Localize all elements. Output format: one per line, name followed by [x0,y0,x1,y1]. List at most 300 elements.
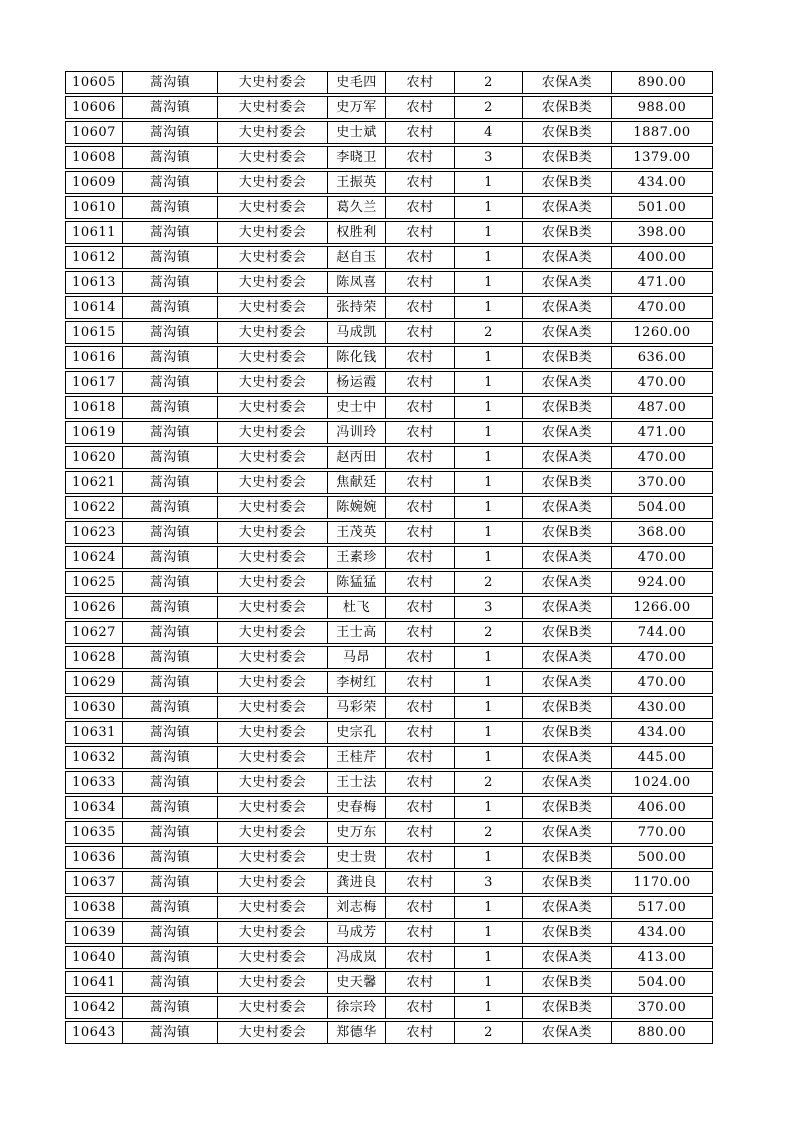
table-row [65,346,713,369]
cell-serial-number: 10609 [72,175,116,190]
cell-town: 蒿沟镇 [122,197,217,218]
cell-village-committee: 大史村委会 [217,522,327,543]
cell-village-committee: 大史村委会 [217,472,327,493]
cell-person-count: 1 [454,272,522,293]
cell-insurance-category: 农保A类 [522,647,611,668]
cell-insurance-category: 农保A类 [522,72,611,93]
cell-amount: 487.00 [611,397,712,418]
cell-person-name: 王素珍 [327,547,385,568]
cell-village-committee: 大史村委会 [217,772,327,793]
cell-town: 蒿沟镇 [122,947,217,968]
cell-village-committee: 大史村委会 [217,397,327,418]
cell-serial-number: 10608 [72,150,116,165]
cell-serial-number: 10642 [72,1000,116,1015]
cell-person-name: 杨运霞 [327,372,385,393]
cell-serial-number: 10621 [72,475,116,490]
table-row [65,771,713,794]
cell-village-committee: 大史村委会 [217,297,327,318]
cell-town: 蒿沟镇 [122,397,217,418]
table-row [65,246,713,269]
cell-person-count: 2 [454,572,522,593]
cell-amount: 880.00 [611,1022,712,1043]
cell-serial-number: 10616 [72,350,116,365]
cell-amount: 504.00 [611,972,712,993]
cell-person-count: 4 [454,122,522,143]
cell-insurance-category: 农保A类 [522,947,611,968]
cell-town: 蒿沟镇 [122,122,217,143]
cell-town: 蒿沟镇 [122,447,217,468]
cell-household-type: 农村 [385,147,454,168]
cell-household-type: 农村 [385,647,454,668]
cell-person-name: 史万军 [327,97,385,118]
cell-insurance-category: 农保B类 [522,872,611,893]
cell-person-count: 1 [454,372,522,393]
cell-village-committee: 大史村委会 [217,822,327,843]
cell-household-type: 农村 [385,472,454,493]
cell-town: 蒿沟镇 [122,1022,217,1043]
cell-household-type: 农村 [385,747,454,768]
cell-insurance-category: 农保A类 [522,422,611,443]
cell-serial-number: 10624 [72,550,116,565]
cell-village-committee: 大史村委会 [217,922,327,943]
cell-serial-number: 10613 [72,275,116,290]
table-row [65,371,713,394]
cell-village-committee: 大史村委会 [217,872,327,893]
cell-household-type: 农村 [385,572,454,593]
cell-insurance-category: 农保B类 [522,847,611,868]
cell-person-count: 3 [454,147,522,168]
cell-household-type: 农村 [385,297,454,318]
cell-insurance-category: 农保A类 [522,497,611,518]
cell-amount: 1260.00 [611,322,712,343]
table-row [65,221,713,244]
cell-village-committee: 大史村委会 [217,97,327,118]
cell-household-type: 农村 [385,97,454,118]
cell-village-committee: 大史村委会 [217,147,327,168]
cell-person-name: 徐宗玲 [327,997,385,1018]
cell-serial-number: 10620 [72,450,116,465]
cell-household-type: 农村 [385,522,454,543]
table-row [65,71,713,94]
cell-serial-number: 10633 [72,775,116,790]
cell-amount: 434.00 [611,722,712,743]
table-row [65,271,713,294]
cell-serial-number: 10625 [72,575,116,590]
cell-insurance-category: 农保B类 [522,97,611,118]
cell-amount: 470.00 [611,547,712,568]
cell-village-committee: 大史村委会 [217,447,327,468]
cell-person-name: 陈化钱 [327,347,385,368]
cell-serial-number: 10611 [72,225,116,240]
table-row [65,946,713,969]
cell-person-count: 1 [454,997,522,1018]
cell-town: 蒿沟镇 [122,797,217,818]
cell-serial-number: 10626 [72,600,116,615]
cell-serial-number: 10627 [72,625,116,640]
cell-household-type: 农村 [385,322,454,343]
table-row [65,821,713,844]
cell-insurance-category: 农保A类 [522,197,611,218]
cell-person-count: 2 [454,822,522,843]
cell-household-type: 农村 [385,697,454,718]
cell-amount: 370.00 [611,997,712,1018]
cell-town: 蒿沟镇 [122,872,217,893]
cell-household-type: 农村 [385,447,454,468]
cell-person-count: 1 [454,672,522,693]
cell-amount: 470.00 [611,672,712,693]
cell-serial-number: 10634 [72,800,116,815]
cell-insurance-category: 农保B类 [522,797,611,818]
cell-household-type: 农村 [385,597,454,618]
cell-insurance-category: 农保B类 [522,622,611,643]
cell-serial-number: 10637 [72,875,116,890]
cell-person-name: 杜飞 [327,597,385,618]
cell-person-name: 王振英 [327,172,385,193]
cell-village-committee: 大史村委会 [217,322,327,343]
cell-town: 蒿沟镇 [122,772,217,793]
cell-amount: 470.00 [611,297,712,318]
cell-village-committee: 大史村委会 [217,72,327,93]
cell-amount: 434.00 [611,922,712,943]
cell-village-committee: 大史村委会 [217,647,327,668]
cell-village-committee: 大史村委会 [217,372,327,393]
cell-household-type: 农村 [385,347,454,368]
cell-town: 蒿沟镇 [122,522,217,543]
benefit-roster-table [65,71,713,1046]
table-row [65,471,713,494]
cell-amount: 770.00 [611,822,712,843]
cell-person-name: 葛久兰 [327,197,385,218]
table-row [65,796,713,819]
cell-household-type: 农村 [385,997,454,1018]
cell-person-name: 王士高 [327,622,385,643]
cell-amount: 470.00 [611,372,712,393]
cell-insurance-category: 农保A类 [522,547,611,568]
cell-amount: 504.00 [611,497,712,518]
cell-household-type: 农村 [385,72,454,93]
cell-household-type: 农村 [385,672,454,693]
table-row [65,121,713,144]
table-row [65,171,713,194]
cell-person-name: 焦献廷 [327,472,385,493]
cell-person-count: 2 [454,1022,522,1043]
cell-amount: 370.00 [611,472,712,493]
cell-town: 蒿沟镇 [122,922,217,943]
table-row [65,321,713,344]
cell-insurance-category: 农保A类 [522,372,611,393]
cell-insurance-category: 农保A类 [522,272,611,293]
cell-village-committee: 大史村委会 [217,847,327,868]
table-row [65,846,713,869]
table-row [65,296,713,319]
cell-person-count: 1 [454,797,522,818]
cell-town: 蒿沟镇 [122,697,217,718]
cell-village-committee: 大史村委会 [217,972,327,993]
cell-person-name: 马成凯 [327,322,385,343]
cell-person-count: 1 [454,697,522,718]
cell-town: 蒿沟镇 [122,972,217,993]
table-row [65,446,713,469]
table-row [65,96,713,119]
cell-village-committee: 大史村委会 [217,197,327,218]
cell-town: 蒿沟镇 [122,272,217,293]
cell-serial-number: 10607 [72,125,116,140]
cell-amount: 445.00 [611,747,712,768]
cell-person-name: 刘志梅 [327,897,385,918]
cell-insurance-category: 农保B类 [522,147,611,168]
cell-household-type: 农村 [385,897,454,918]
cell-serial-number: 10635 [72,825,116,840]
cell-town: 蒿沟镇 [122,422,217,443]
cell-amount: 744.00 [611,622,712,643]
cell-town: 蒿沟镇 [122,247,217,268]
cell-person-count: 1 [454,897,522,918]
cell-household-type: 农村 [385,497,454,518]
cell-insurance-category: 农保B类 [522,997,611,1018]
cell-insurance-category: 农保B类 [522,472,611,493]
cell-person-name: 史士斌 [327,122,385,143]
cell-household-type: 农村 [385,397,454,418]
cell-insurance-category: 农保A类 [522,897,611,918]
cell-person-name: 史士贵 [327,847,385,868]
cell-insurance-category: 农保A类 [522,447,611,468]
cell-household-type: 农村 [385,922,454,943]
cell-person-count: 2 [454,622,522,643]
cell-person-name: 李树红 [327,672,385,693]
cell-serial-number: 10623 [72,525,116,540]
cell-household-type: 农村 [385,1022,454,1043]
cell-person-count: 1 [454,747,522,768]
cell-serial-number: 10622 [72,500,116,515]
cell-town: 蒿沟镇 [122,897,217,918]
cell-town: 蒿沟镇 [122,847,217,868]
cell-person-name: 王茂英 [327,522,385,543]
cell-town: 蒿沟镇 [122,72,217,93]
cell-insurance-category: 农保B类 [522,722,611,743]
cell-amount: 500.00 [611,847,712,868]
cell-amount: 398.00 [611,222,712,243]
cell-amount: 470.00 [611,647,712,668]
cell-village-committee: 大史村委会 [217,272,327,293]
cell-person-count: 1 [454,472,522,493]
cell-serial-number: 10617 [72,375,116,390]
cell-person-count: 2 [454,322,522,343]
cell-serial-number: 10606 [72,100,116,115]
cell-person-name: 陈猛猛 [327,572,385,593]
cell-amount: 434.00 [611,172,712,193]
cell-insurance-category: 农保B类 [522,347,611,368]
cell-amount: 501.00 [611,197,712,218]
cell-town: 蒿沟镇 [122,322,217,343]
cell-person-count: 2 [454,72,522,93]
cell-person-count: 2 [454,772,522,793]
cell-village-committee: 大史村委会 [217,1022,327,1043]
cell-person-count: 1 [454,172,522,193]
cell-serial-number: 10639 [72,925,116,940]
cell-town: 蒿沟镇 [122,297,217,318]
cell-town: 蒿沟镇 [122,572,217,593]
cell-village-committee: 大史村委会 [217,497,327,518]
cell-amount: 1266.00 [611,597,712,618]
cell-insurance-category: 农保A类 [522,1022,611,1043]
cell-insurance-category: 农保B类 [522,697,611,718]
cell-amount: 1887.00 [611,122,712,143]
cell-serial-number: 10629 [72,675,116,690]
cell-serial-number: 10641 [72,975,116,990]
cell-household-type: 农村 [385,947,454,968]
table-row [65,596,713,619]
cell-person-count: 1 [454,847,522,868]
cell-person-name: 史春梅 [327,797,385,818]
cell-person-name: 张持荣 [327,297,385,318]
table-row [65,971,713,994]
cell-amount: 430.00 [611,697,712,718]
table-row [65,646,713,669]
cell-insurance-category: 农保B类 [522,522,611,543]
cell-village-committee: 大史村委会 [217,797,327,818]
cell-village-committee: 大史村委会 [217,422,327,443]
cell-person-count: 2 [454,97,522,118]
table-row [65,521,713,544]
cell-serial-number: 10628 [72,650,116,665]
cell-person-name: 史士中 [327,397,385,418]
cell-amount: 890.00 [611,72,712,93]
cell-village-committee: 大史村委会 [217,122,327,143]
cell-person-name: 冯训玲 [327,422,385,443]
cell-insurance-category: 农保A类 [522,597,611,618]
cell-town: 蒿沟镇 [122,622,217,643]
table-row [65,746,713,769]
table-row [65,1021,713,1044]
cell-town: 蒿沟镇 [122,547,217,568]
table-row [65,621,713,644]
table-row [65,496,713,519]
cell-amount: 368.00 [611,522,712,543]
cell-household-type: 农村 [385,872,454,893]
table-row [65,396,713,419]
cell-town: 蒿沟镇 [122,747,217,768]
cell-town: 蒿沟镇 [122,472,217,493]
cell-village-committee: 大史村委会 [217,247,327,268]
cell-person-count: 1 [454,397,522,418]
cell-village-committee: 大史村委会 [217,547,327,568]
cell-amount: 470.00 [611,447,712,468]
cell-household-type: 农村 [385,622,454,643]
cell-household-type: 农村 [385,822,454,843]
cell-serial-number: 10638 [72,900,116,915]
cell-village-committee: 大史村委会 [217,697,327,718]
cell-household-type: 农村 [385,847,454,868]
cell-amount: 636.00 [611,347,712,368]
cell-person-name: 陈凤喜 [327,272,385,293]
cell-person-name: 史天馨 [327,972,385,993]
cell-town: 蒿沟镇 [122,997,217,1018]
cell-insurance-category: 农保A类 [522,747,611,768]
cell-person-name: 马成芳 [327,922,385,943]
cell-person-count: 1 [454,447,522,468]
cell-household-type: 农村 [385,547,454,568]
cell-person-name: 史毛四 [327,72,385,93]
cell-village-committee: 大史村委会 [217,347,327,368]
cell-person-count: 3 [454,597,522,618]
cell-town: 蒿沟镇 [122,372,217,393]
cell-person-name: 史万东 [327,822,385,843]
cell-serial-number: 10614 [72,300,116,315]
cell-amount: 471.00 [611,272,712,293]
cell-person-name: 权胜利 [327,222,385,243]
cell-amount: 400.00 [611,247,712,268]
cell-household-type: 农村 [385,247,454,268]
cell-village-committee: 大史村委会 [217,947,327,968]
cell-town: 蒿沟镇 [122,672,217,693]
cell-person-count: 1 [454,547,522,568]
cell-insurance-category: 农保A类 [522,772,611,793]
cell-person-count: 1 [454,497,522,518]
cell-insurance-category: 农保A类 [522,822,611,843]
cell-serial-number: 10636 [72,850,116,865]
cell-household-type: 农村 [385,272,454,293]
cell-insurance-category: 农保A类 [522,572,611,593]
cell-household-type: 农村 [385,772,454,793]
table-row [65,546,713,569]
table-row [65,696,713,719]
cell-person-count: 3 [454,872,522,893]
cell-household-type: 农村 [385,797,454,818]
cell-town: 蒿沟镇 [122,172,217,193]
cell-town: 蒿沟镇 [122,347,217,368]
cell-person-count: 1 [454,922,522,943]
cell-person-name: 王士法 [327,772,385,793]
cell-village-committee: 大史村委会 [217,897,327,918]
cell-person-name: 李晓卫 [327,147,385,168]
cell-person-count: 1 [454,422,522,443]
cell-household-type: 农村 [385,122,454,143]
cell-household-type: 农村 [385,372,454,393]
cell-amount: 471.00 [611,422,712,443]
cell-person-count: 1 [454,197,522,218]
cell-amount: 517.00 [611,897,712,918]
cell-household-type: 农村 [385,222,454,243]
cell-amount: 1379.00 [611,147,712,168]
cell-person-count: 1 [454,947,522,968]
cell-insurance-category: 农保A类 [522,247,611,268]
table-row [65,421,713,444]
cell-person-name: 史宗孔 [327,722,385,743]
cell-insurance-category: 农保A类 [522,672,611,693]
cell-serial-number: 10640 [72,950,116,965]
cell-serial-number: 10605 [72,75,116,90]
cell-person-count: 1 [454,222,522,243]
cell-amount: 1024.00 [611,772,712,793]
table-row [65,721,713,744]
cell-serial-number: 10643 [72,1025,116,1040]
cell-amount: 924.00 [611,572,712,593]
cell-village-committee: 大史村委会 [217,997,327,1018]
cell-household-type: 农村 [385,197,454,218]
cell-person-name: 马昂 [327,647,385,668]
cell-serial-number: 10610 [72,200,116,215]
cell-amount: 413.00 [611,947,712,968]
cell-town: 蒿沟镇 [122,597,217,618]
cell-person-count: 1 [454,647,522,668]
cell-town: 蒿沟镇 [122,97,217,118]
cell-person-name: 陈婉婉 [327,497,385,518]
cell-village-committee: 大史村委会 [217,172,327,193]
cell-town: 蒿沟镇 [122,647,217,668]
cell-household-type: 农村 [385,972,454,993]
table-row [65,671,713,694]
cell-serial-number: 10615 [72,325,116,340]
